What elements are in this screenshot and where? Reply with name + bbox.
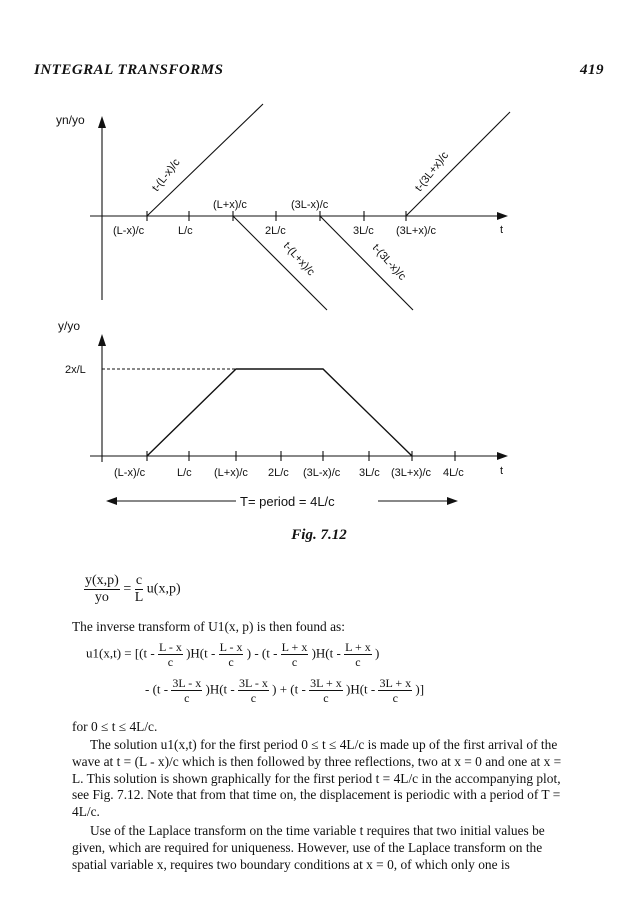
top-tick-label: L/c (178, 225, 193, 237)
line-label: t-(3L-x)/c (369, 241, 409, 283)
bottom-y-axis-arrow (98, 334, 106, 346)
figure-caption: Fig. 7.12 (291, 527, 347, 543)
line-label: t-(L+x)/c (280, 239, 317, 279)
line-label: t-(L-x)/c (149, 156, 183, 194)
bottom-tick-label: (L+x)/c (214, 467, 248, 479)
top-tick-label: 3L/c (353, 225, 374, 237)
bottom-y-label: y/yo (58, 319, 81, 333)
bottom-tick-label: (3L+x)/c (391, 467, 432, 479)
top-tick-label: 2L/c (265, 225, 286, 237)
top-tick-label: (3L-x)/c (291, 199, 329, 211)
top-y-axis-arrow (98, 116, 106, 128)
paragraph-solution: The solution u1(x,t) for the first period 0 ≤ t ≤ 4L/c is made up of the first arrival of the wave at t = (L - x)/c which is then followed by three reflections, two at x = 0 and one at x = L. This solution is shown graphically for the first period t = 4L/c in the accompanying plot, see Fig. 7.12. Note that from that time on, the displacement is periodic with a period of T = 4L/c. (72, 737, 562, 820)
line-t-minus-3L-plus-x (406, 112, 510, 216)
bottom-tick-label: 3L/c (359, 467, 380, 479)
bottom-x-axis-arrow (497, 452, 508, 460)
coef-fraction: $\frac{c}{L}$ (134, 573, 144, 605)
bottom-tick-label: 2L/c (268, 467, 289, 479)
top-x-axis-arrow (497, 212, 508, 220)
lhs-fraction: $\frac{y(x,p)}{yo}$ (85, 573, 119, 605)
period-label: T= period = 4L/c (240, 494, 335, 509)
equation-line-2: - (t - $\frac{3L - x}{c}$ )H(t - $\frac{3L - x}{c}$ ) + (t - $\frac{3L + x}{c}$ )H(t - $\frac{3L + x}{c}$ )] (145, 676, 425, 705)
range-statement: for 0 ≤ t ≤ 4L/c. (72, 719, 158, 734)
line-label: t-(3L+x)/c (412, 149, 452, 194)
equation-line-1: u1(x,t) = [(t - $\frac{L - x}{c}$ )H(t - $\frac{L - x}{c}$ ) - (t - $\frac{L + x}{c}$ )H(t - $\frac{L + x}{c}$ ) (86, 640, 380, 669)
bottom-tick-label: (3L-x)/c (303, 467, 341, 479)
equation-normalized-displacement: $\frac{y(x,p)}{yo}$ = $\frac{c}{L}$ u(x,p) (85, 573, 181, 605)
bottom-tick-label: (L-x)/c (114, 467, 146, 479)
bottom-tick-label: L/c (177, 467, 192, 479)
top-tick-label: (L+x)/c (213, 199, 247, 211)
bottom-plot (90, 334, 508, 505)
top-tick-label: (3L+x)/c (396, 225, 437, 237)
bottom-tick-label: 4L/c (443, 467, 464, 479)
displacement-trapezoid (147, 369, 412, 456)
paragraph-laplace: Use of the Laplace transform on the time variable t requires that two initial values be given, which are required for uniqueness. However, use of the Laplace transform on the spatial variable x, requires two boundary conditions at x = 0, of which only one is (72, 823, 545, 872)
top-y-label: yn/yo (56, 113, 85, 127)
page-number: 419 (580, 62, 604, 78)
running-title: INTEGRAL TRANSFORMS (34, 62, 224, 78)
top-x-end-label: t (500, 224, 504, 236)
bottom-y-tick-label: 2x/L (65, 364, 86, 376)
bottom-x-end-label: t (500, 465, 504, 477)
period-arrowhead-right (447, 497, 458, 505)
paragraph-inverse: The inverse transform of U1(x, p) is then found as: (72, 619, 345, 634)
period-arrowhead-left (106, 497, 117, 505)
top-tick-label: (L-x)/c (113, 225, 145, 237)
